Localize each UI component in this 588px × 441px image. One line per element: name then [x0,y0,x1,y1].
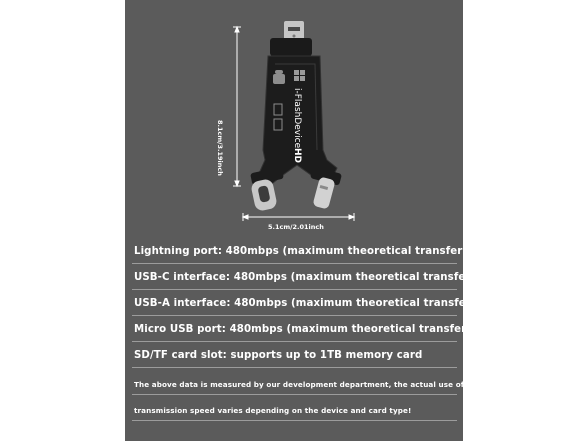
usb-c-connector [250,167,284,212]
divider [132,420,457,421]
brand-label [292,88,302,163]
brand-name: i-FlashDevice [292,88,302,149]
spec-micro-usb: Micro USB port: 480mbps (maximum theoretical transfer speed) [134,324,510,335]
note-line-1: The above data is measured by our development department, the actual use of current and [134,380,516,389]
height-dimension-line [233,27,241,186]
divider [132,367,457,368]
micro-usb-connector [270,21,312,56]
divider [132,289,457,290]
lightning-connector [310,166,342,209]
spec-usb-c: USB-C interface: 480mbps (maximum theoretical transfer speed) [134,272,514,283]
divider [132,263,457,264]
spec-card-slot: SD/TF card slot: supports up to 1TB memory card [134,350,423,361]
divider [132,341,457,342]
spec-lightning: Lightning port: 480mbps (maximum theoretical transfer speed) [134,246,506,257]
product-info-panel [125,0,516,441]
divider [132,394,457,395]
card-reader-image [125,0,463,250]
height-dimension-label: 8.1cm/3.19inch [216,120,224,176]
spec-usb-a: USB-A interface: 480mbps (maximum theoretical transfer speed) [134,298,515,309]
divider [132,315,457,316]
width-dimension-label: 5.1cm/2.01inch [268,223,324,231]
brand-badge: HD [292,148,302,164]
width-dimension-line [243,213,354,221]
note-line-2: transmission speed varies depending on the device and card type! [134,406,412,415]
